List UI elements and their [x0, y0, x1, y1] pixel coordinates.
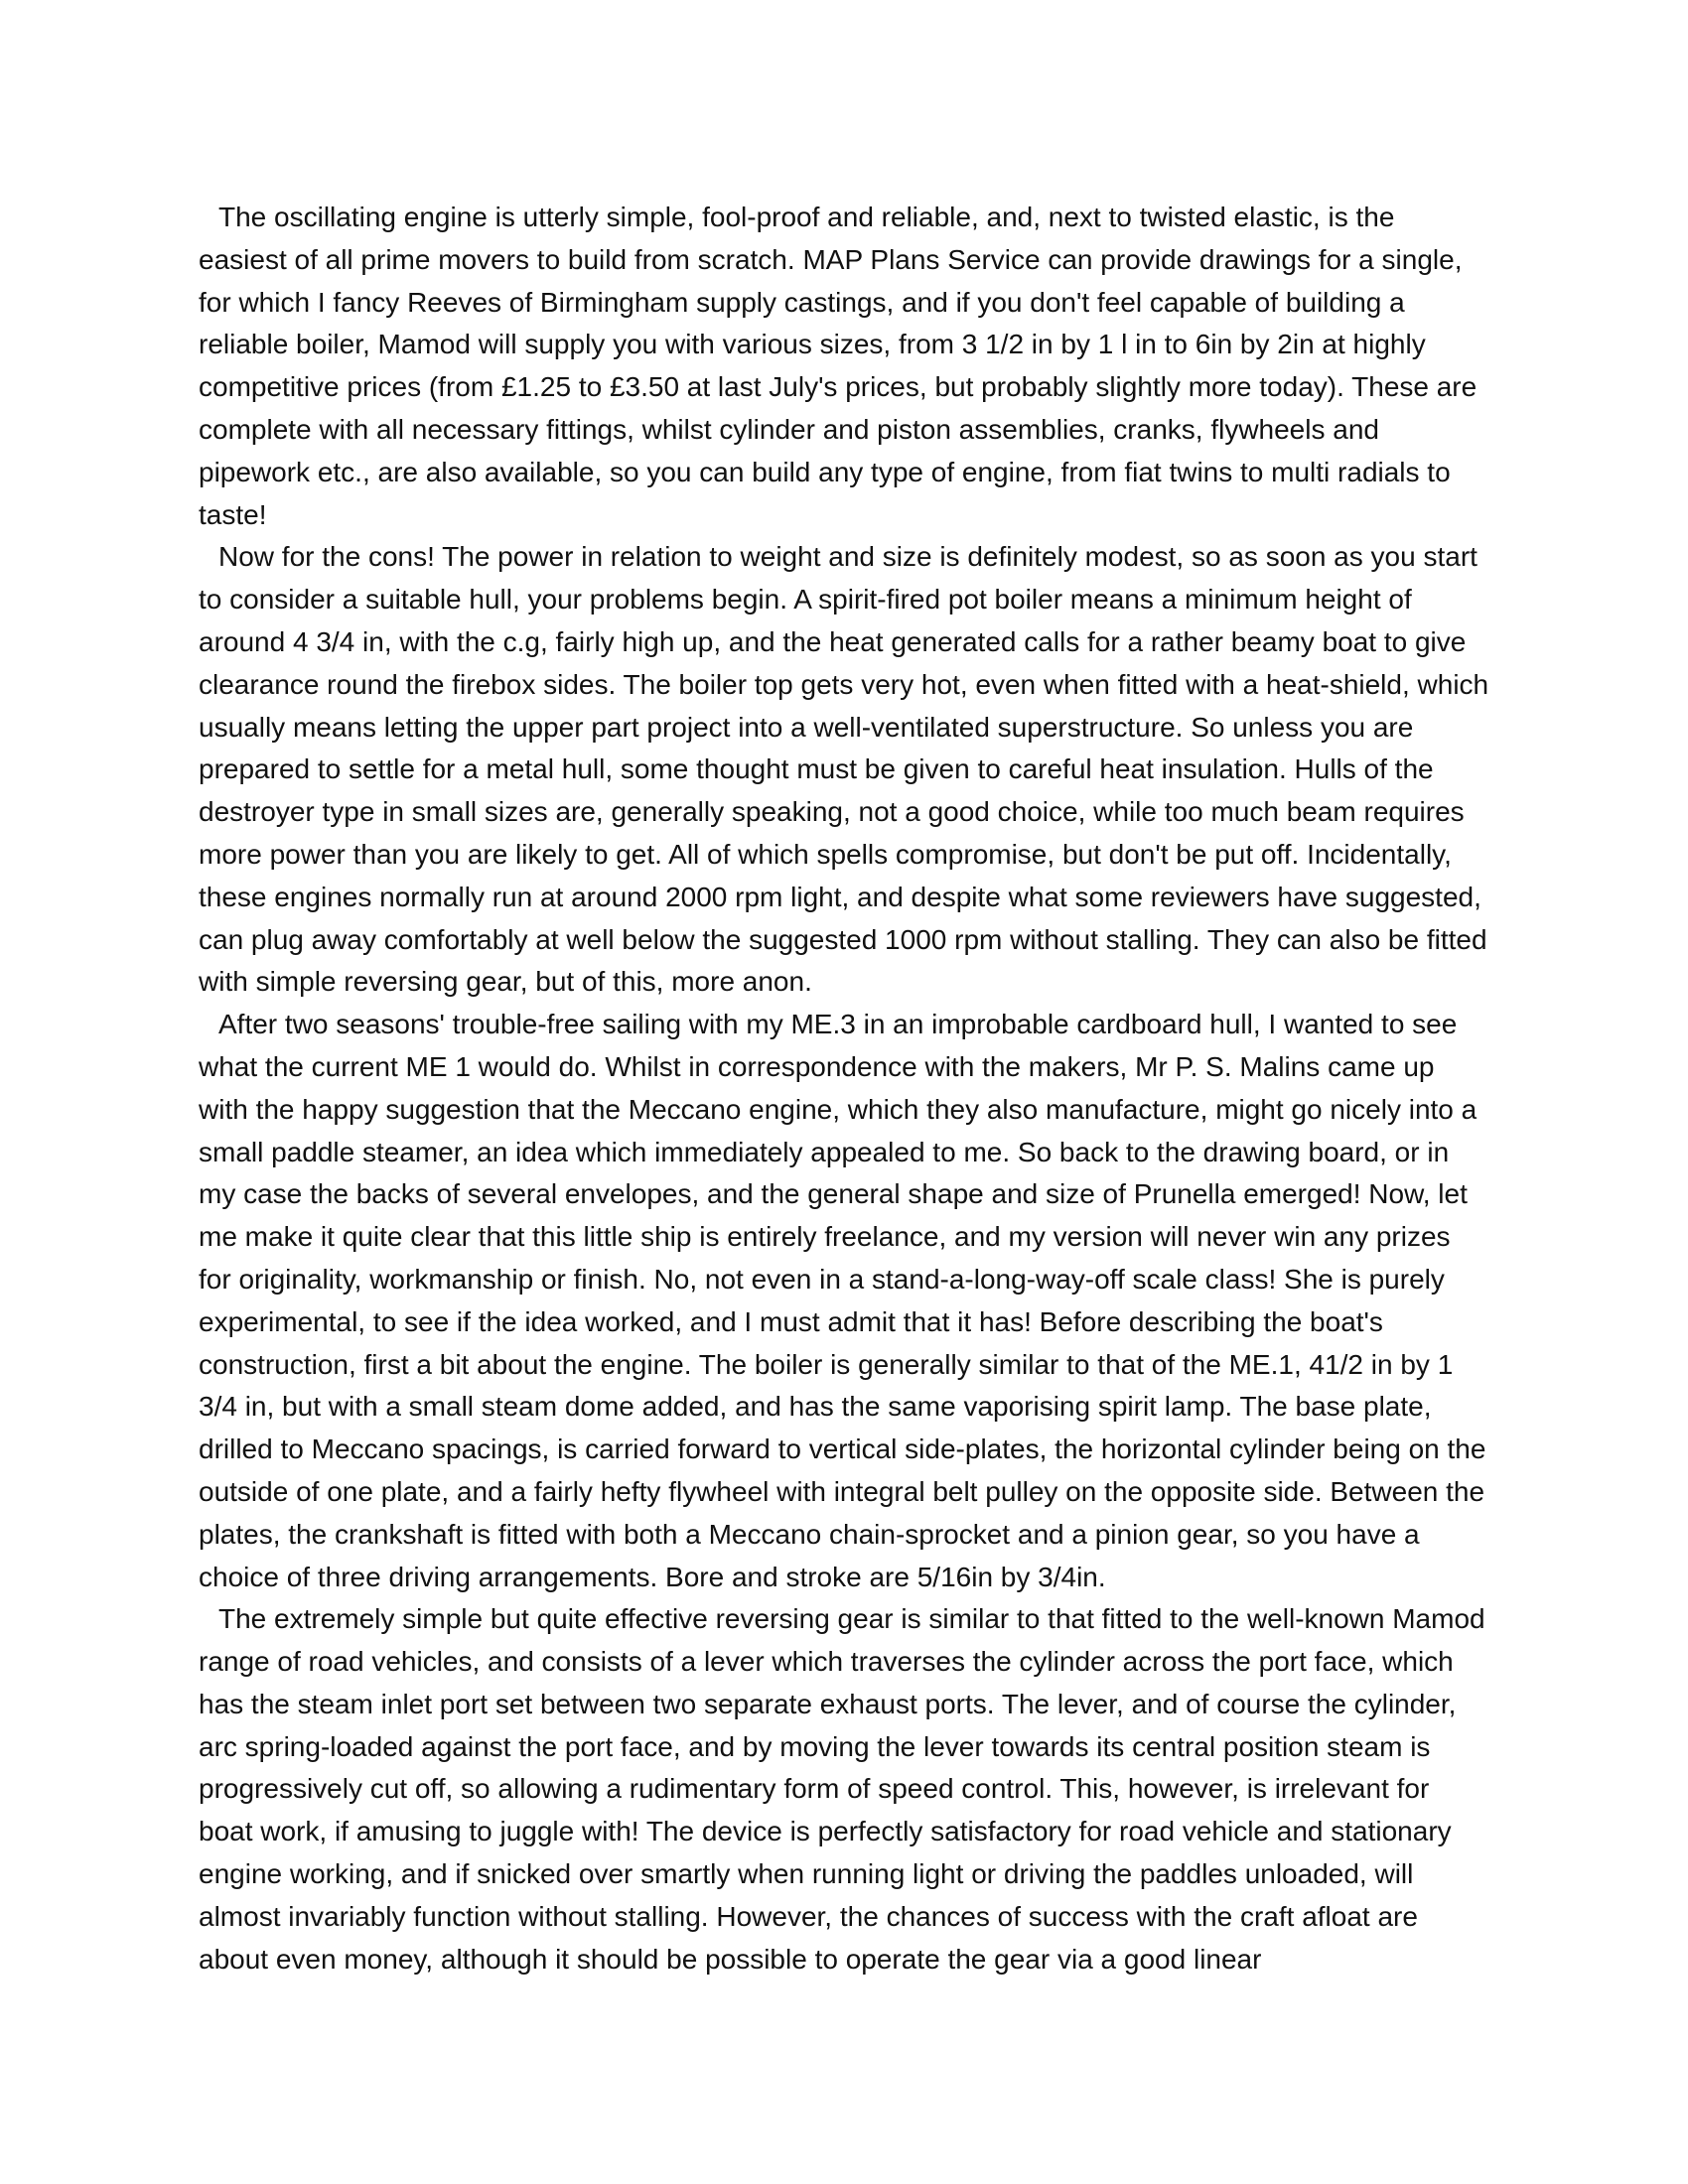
paragraph: The oscillating engine is utterly simple, fool-proof and reliable, and, next to twisted elastic, is the easiest of all prime movers to build from scratch. MAP Plans Service can provide drawings for a single, for which I fancy Reeves of Birmingham supply castings, and if you don't feel capable of building a reliable boiler, Mamod will supply you with various sizes, from 3 1/2 in by 1 l in to 6in by 2in at highly competitive prices (from £1.25 to £3.50 at last July's prices, but probably slightly more today). These are complete with all necessary fittings, whilst cylinder and piston assemblies, cranks, flywheels and pipework etc., are also available, so you can build any type of engine, from fiat twins to multi radials to taste! — [199, 202, 1477, 530]
paragraph: Now for the cons! The power in relation to weight and size is definitely modest, so as soon as you start to consider a suitable hull, your problems begin. A spirit-fired pot boiler means a minimum height of around 4 3/4 in, with the c.g, fairly high up, and the heat generated calls for a rather beamy boat to give clearance round the firebox sides. The boiler top gets very hot, even when fitted with a heat-shield, which usually means letting the upper part project into a well-ventilated superstructure. So unless you are prepared to settle for a metal hull, some thought must be given to careful heat insulation. Hulls of the destroyer type in small sizes are, generally speaking, not a good choice, while too much beam requires more power than you are likely to get. All of which spells compromise, but don't be put off. Incidentally, these engines normally run at around 2000 rpm light, and despite what some reviewers have suggested, can plug away comfortably at well below the suggested 1000 rpm without stalling. They can also be fitted with simple reversing gear, but of this, more anon. — [199, 541, 1489, 998]
paragraph: The extremely simple but quite effective reversing gear is similar to that fitted to the well-known Mamod range of road vehicles, and consists of a lever which traverses the cylinder across the port face, which has the steam inlet port set between two separate exhaust ports. The lever, and of course the cylinder, arc spring-loaded against the port face, and by moving the lever towards its central position steam is progressively cut off, so allowing a rudimentary form of speed control. This, however, is irrelevant for boat work, if amusing to juggle with! The device is perfectly satisfactory for road vehicle and stationary engine working, and if snicked over smartly when running light or driving the paddles unloaded, will almost invariably function without stalling. However, the chances of success with the craft afloat are about even money, although it should be possible to operate the gear via a good linear — [199, 1603, 1485, 1975]
body-text — [199, 197, 1489, 1980]
paragraph: After two seasons' trouble-free sailing with my ME.3 in an improbable cardboard hull, I wanted to see what the current ME 1 would do. Whilst in correspondence with the makers, Mr P. S. Malins came up with the happy suggestion that the Meccano engine, which they also manufacture, might go nicely into a small paddle steamer, an idea which immediately appealed to me. So back to the drawing board, or in my case the backs of several envelopes, and the general shape and size of Prunella emerged! Now, let me make it quite clear that this little ship is entirely freelance, and my version will never win any prizes for originality, workmanship or finish. No, not even in a stand-a-long-way-off scale class! She is purely experimental, to see if the idea worked, and I must admit that it has! Before describing the boat's construction, first a bit about the engine. The boiler is generally similar to that of the ME.1, 41/2 in by 1 3/4 in, but with a small steam dome added, and has the same vaporising spirit lamp. The base plate, drilled to Meccano spacings, is carried forward to vertical side-plates, the horizontal cylinder being on the outside of one plate, and a fairly hefty flywheel with integral belt pulley on the opposite side. Between the plates, the crankshaft is fitted with both a Meccano chain-sprocket and a pinion gear, so you have a choice of three driving arrangements. Bore and stroke are 5/16in by 3/4in. — [199, 1009, 1486, 1592]
